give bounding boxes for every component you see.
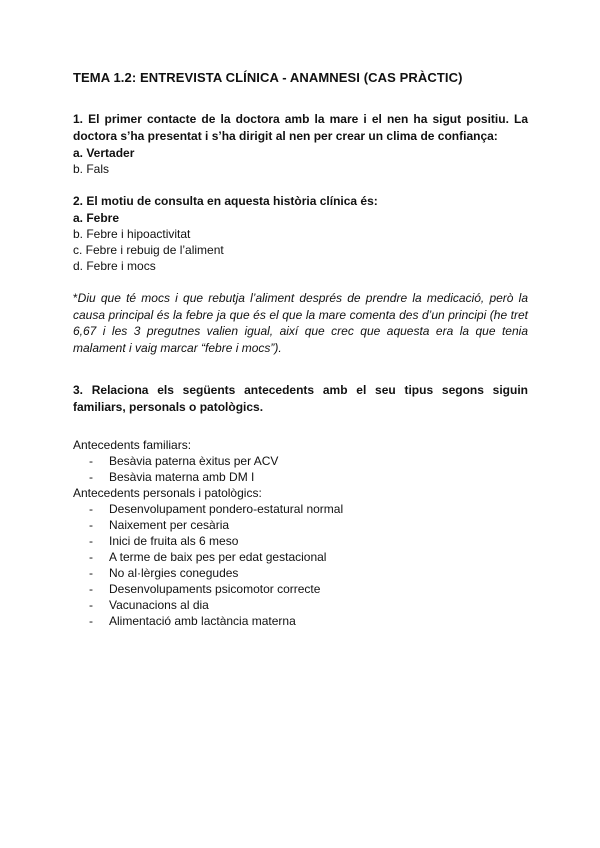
list-item: - Naixement per cesària — [89, 518, 230, 532]
question-1-text: 1. El primer contacte de la doctora amb la mare i el nen ha sigut positiu. La doctora s’ha presentat i s’ha dirigit al nen per crear un clima de confiança: — [73, 112, 528, 143]
list-item: - Desenvolupament pondero-estatural normal — [89, 502, 344, 516]
list-item: - Inici de fruita als 6 meso — [89, 534, 239, 548]
page-title: TEMA 1.2: ENTREVISTA CLÍNICA - ANAMNESI (CAS PRÀCTIC) — [73, 70, 463, 85]
list-item: - Alimentació amb lactància materna — [89, 614, 296, 628]
question-1 — [73, 111, 528, 177]
list-item: - A terme de baix pes per edat gestacional — [89, 550, 327, 564]
note-asterisk: * — [73, 291, 78, 305]
list-item: - Besàvia paterna èxitus per ACV — [89, 454, 279, 468]
list-item: - Vacunacions al dia — [89, 598, 209, 612]
personal-history-label: Antecedents personals i patològics: — [73, 486, 262, 500]
question-2 — [73, 193, 528, 274]
family-history-list — [73, 453, 528, 485]
question-2-option-a: a. Febre — [73, 211, 120, 225]
list-item: - Besàvia materna amb DM I — [89, 470, 255, 484]
document-page — [73, 70, 528, 629]
note-text: Diu que té mocs i que rebutja l’aliment després de prendre la medicació, però la causa principal és la febre ja que és el que la mare comenta des d’un principi (he tret 6,67 i les 3 pregutnes valien igual, així que crec que aquesta era la que tenia malament i vaig marcar “febre i mocs”). — [73, 291, 528, 355]
question-3-text: 3. Relaciona els següents antecedents amb el seu tipus segons siguin familiars, personals o patològics. — [73, 383, 528, 414]
question-2-option-b: b. Febre i hipoactivitat — [73, 227, 191, 241]
question-2-option-c: c. Febre i rebuig de l’aliment — [73, 243, 224, 257]
question-1-option-a: a. Vertader — [73, 146, 135, 160]
list-item: - No al·lèrgies conegudes — [89, 566, 239, 580]
question-1-option-b: b. Fals — [73, 162, 110, 176]
list-item: - Desenvolupaments psicomotor correcte — [89, 582, 321, 596]
question-2-option-d: d. Febre i mocs — [73, 259, 156, 273]
family-history-label: Antecedents familiars: — [73, 438, 192, 452]
question-2-text: 2. El motiu de consulta en aquesta història clínica és: — [73, 194, 378, 208]
personal-history-list — [73, 501, 528, 629]
answer-note — [73, 290, 528, 356]
